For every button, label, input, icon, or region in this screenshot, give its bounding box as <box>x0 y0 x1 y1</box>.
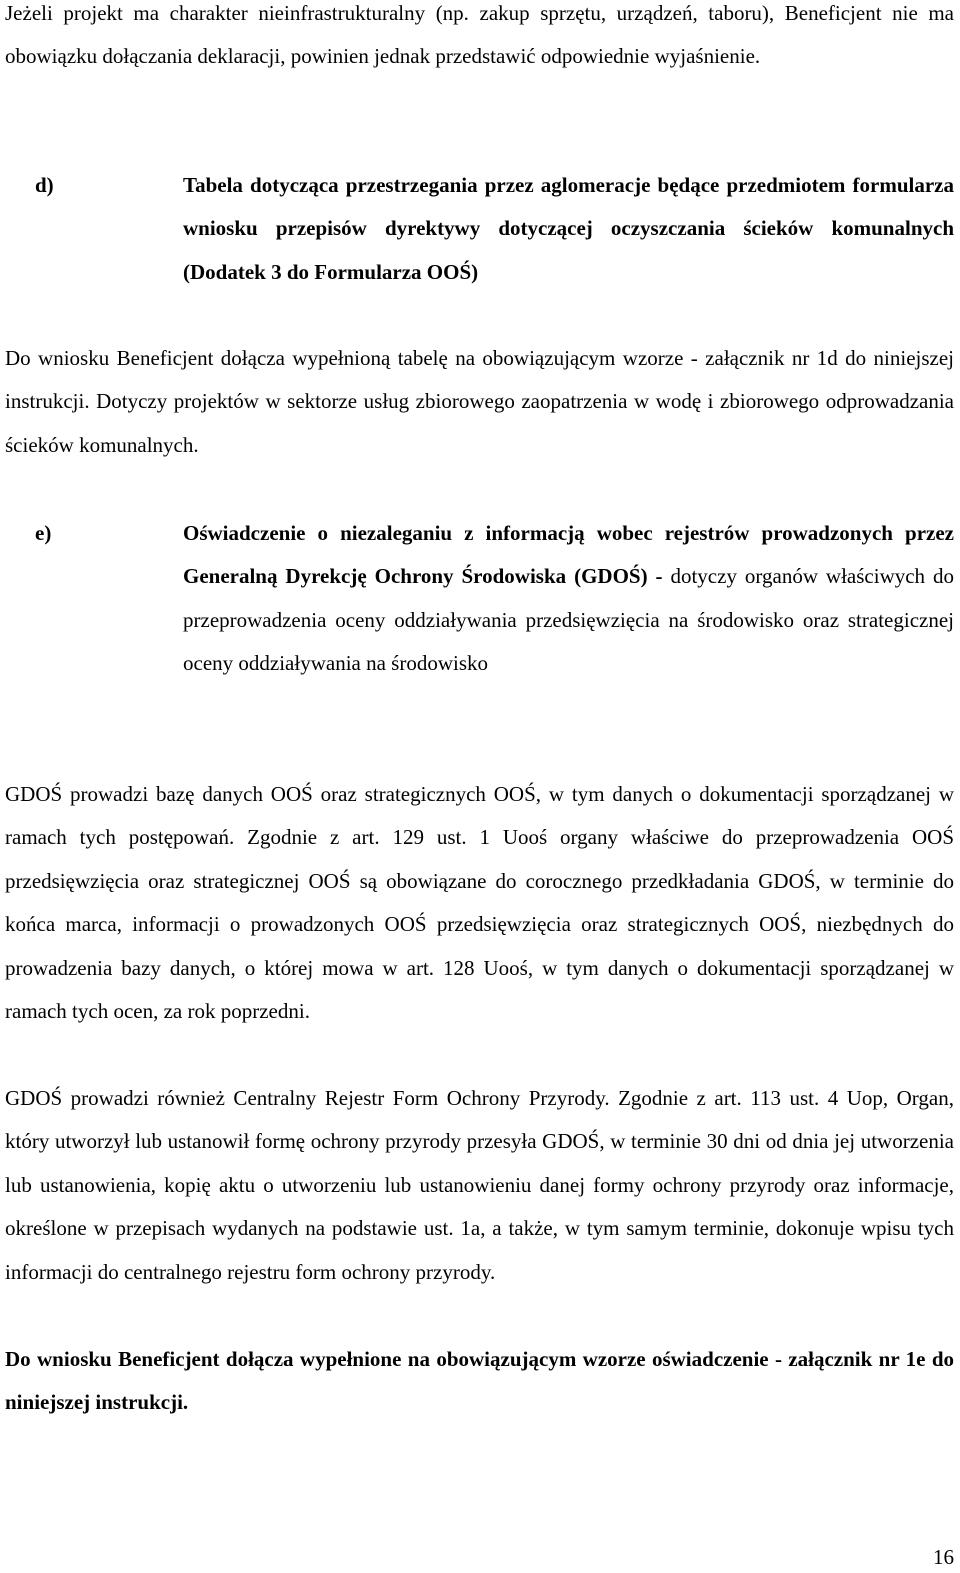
section-e-body-paragraph-1: GDOŚ prowadzi bazę danych OOŚ oraz strategicznych OOŚ, w tym danych o dokumentacji sporządzanej w ramach tych postępowań. Zgodnie z art. 129 ust. 1 Uooś organy właściwe do przeprowadzenia OOŚ przedsięwzięcia oraz strategicznej OOŚ są obowiązane do corocznego przedkładania GDOŚ, w terminie do końca marca, informacji o prowadzonych OOŚ przedsięwzięcia oraz strategicznych OOŚ, niezbędnych do prowadzenia bazy danych, o której mowa w art. 128 Uooś, w tym danych o dokumentacji sporządzanej w ramach tych ocen, za rok poprzedni. <box>5 782 954 1024</box>
section-marker-e: e) <box>35 521 52 545</box>
section-heading-e <box>5 512 954 686</box>
section-marker-d: d) <box>35 173 54 197</box>
section-heading-d <box>5 164 954 294</box>
section-title-e: Oświadczenie o niezaleganiu z informacją wobec rejestrów prowadzonych przez Generalną Dyrekcję Ochrony Środowiska (GDOŚ) - <box>183 521 954 589</box>
page-number: 16 <box>933 1545 954 1569</box>
section-e-body-paragraph-2: GDOŚ prowadzi również Centralny Rejestr Form Ochrony Przyrody. Zgodnie z art. 113 ust. 4 Uop, Organ, który utworzył lub ustanowił formę ochrony przyrody przesyła GDOŚ, w terminie 30 dni od dnia jej utworzenia lub ustanowienia, kopię aktu o utworzeniu lub ustanowieniu danej formy ochrony przyrody oraz informacje, określone w przepisach wydanych na podstawie ust. 1a, a także, w tym samym terminie, dokonuje wpisu tych informacji do centralnego rejestru form ochrony przyrody. <box>5 1086 954 1284</box>
section-title-d: Tabela dotycząca przestrzegania przez aglomeracje będące przedmiotem formularza wniosku przepisów dyrektywy dotyczącej oczyszczania ścieków komunalnych (Dodatek 3 do Formularza OOŚ) <box>183 173 954 284</box>
section-d-body-paragraph: Do wniosku Beneficjent dołącza wypełnioną tabelę na obowiązującym wzorze - załącznik nr 1d do niniejszej instrukcji. Dotyczy projektów w sektorze usług zbiorowego zaopatrzenia w wodę i zbiorowego odprowadzania ścieków komunalnych. <box>5 346 954 457</box>
intro-paragraph: Jeżeli projekt ma charakter nieinfrastrukturalny (np. zakup sprzętu, urządzeń, taboru), Beneficjent nie ma obowiązku dołączania deklaracji, powinien jednak przedstawić odpowiednie wyjaśnienie. <box>5 1 954 69</box>
section-title-e-description: dotyczy organów właściwych do przeprowadzenia oceny oddziaływania przedsięwzięcia na środowisko oraz strategicznej oceny oddziaływania na środowisko <box>183 564 954 676</box>
section-e-conclusion: Do wniosku Beneficjent dołącza wypełnione na obowiązującym wzorze oświadczenie - załącznik nr 1e do niniejszej instrukcji. <box>5 1347 954 1415</box>
